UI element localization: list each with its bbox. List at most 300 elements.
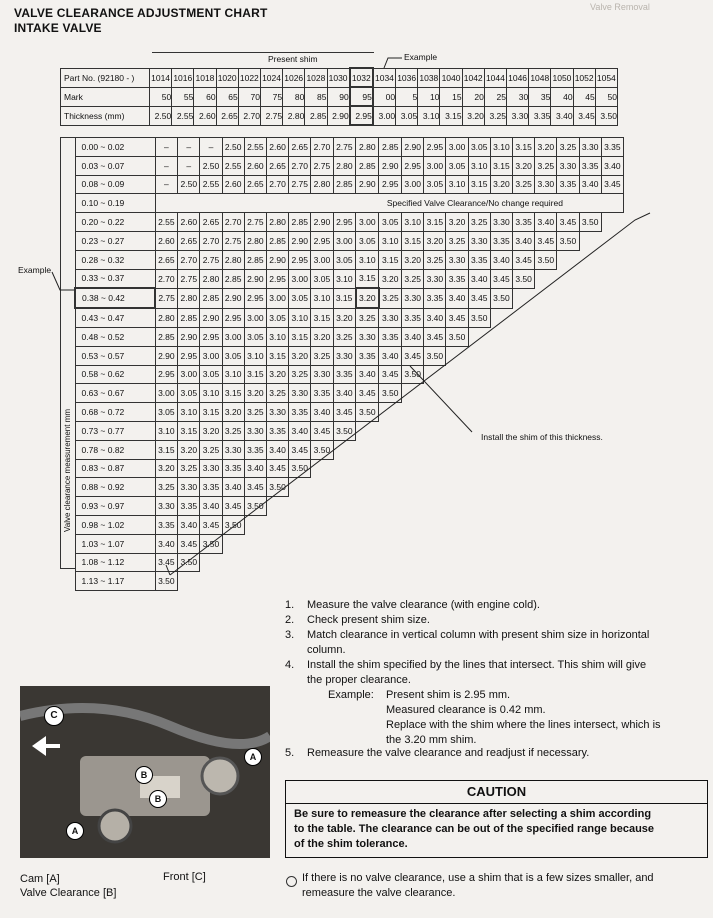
clearance-cell: 2.90 bbox=[200, 308, 222, 327]
clearance-cell: 3.45 bbox=[379, 365, 402, 384]
clearance-range: 0.20 ~ 0.22 bbox=[75, 213, 155, 232]
clearance-cell: 3.40 bbox=[155, 534, 178, 553]
clearance-cell: 3.15 bbox=[289, 327, 311, 346]
clearance-cell: 2.65 bbox=[244, 175, 266, 194]
clearance-cell: 3.45 bbox=[333, 403, 356, 422]
shim-cell: 1054 bbox=[595, 68, 617, 87]
clearance-cell: 3.10 bbox=[155, 421, 178, 440]
shim-cell: 2.65 bbox=[216, 106, 238, 125]
clearance-cell: 3.15 bbox=[490, 156, 512, 175]
spec-clearance-note: Specified Valve Clearance/No change required bbox=[155, 194, 623, 213]
shim-cell: 15 bbox=[440, 87, 462, 106]
step-number: 1. bbox=[285, 599, 295, 611]
clearance-range: 0.38 ~ 0.42 bbox=[75, 288, 155, 308]
clearance-cell: 3.15 bbox=[379, 250, 402, 269]
step-5-text: Remeasure the valve clearance and readjust if necessary. bbox=[307, 747, 590, 759]
clearance-cell: 3.25 bbox=[155, 478, 178, 497]
clearance-cell: 2.95 bbox=[289, 250, 311, 269]
clearance-cell: 3.15 bbox=[222, 384, 244, 403]
caution-line-1: Be sure to remeasure the clearance after selecting a shim according bbox=[294, 808, 652, 820]
clearance-cell: 2.95 bbox=[333, 213, 356, 232]
shim-cell: 25 bbox=[484, 87, 506, 106]
clearance-cell: 3.15 bbox=[311, 308, 333, 327]
clearance-cell: 2.85 bbox=[200, 288, 222, 308]
shim-row-mark bbox=[61, 87, 618, 106]
clearance-cell: 3.15 bbox=[424, 213, 446, 232]
clearance-cell: 3.05 bbox=[178, 384, 200, 403]
clearance-cell: 3.05 bbox=[379, 213, 402, 232]
shim-cell: 3.05 bbox=[396, 106, 418, 125]
clearance-cell: 2.55 bbox=[244, 138, 266, 157]
clearance-cell: 3.00 bbox=[356, 213, 379, 232]
clearance-cell: 2.85 bbox=[289, 213, 311, 232]
clearance-range: 0.98 ~ 1.02 bbox=[75, 515, 155, 534]
example-line-1: Present shim is 2.95 mm. bbox=[386, 689, 511, 701]
clearance-range: 0.63 ~ 0.67 bbox=[75, 384, 155, 403]
clearance-cell: 3.45 bbox=[222, 497, 244, 516]
steps-list bbox=[285, 598, 705, 688]
clearance-cell: 3.40 bbox=[579, 175, 601, 194]
clearance-cell: 3.30 bbox=[200, 459, 222, 478]
example-line-2: Measured clearance is 0.42 mm. bbox=[386, 704, 546, 716]
clearance-cell: 3.30 bbox=[579, 138, 601, 157]
clearance-cell: 3.25 bbox=[289, 365, 311, 384]
clearance-cell: 2.60 bbox=[244, 156, 266, 175]
clearance-cell: 3.15 bbox=[468, 175, 490, 194]
clearance-cell: 2.50 bbox=[200, 156, 222, 175]
clearance-cell: 3.30 bbox=[356, 327, 379, 346]
clearance-cell: 2.65 bbox=[200, 213, 222, 232]
clearance-cell: 3.50 bbox=[468, 308, 490, 327]
clearance-cell: 2.70 bbox=[289, 156, 311, 175]
clearance-cell: 3.40 bbox=[311, 403, 333, 422]
clearance-cell: 3.40 bbox=[601, 156, 623, 175]
clearance-cell: 2.85 bbox=[222, 269, 244, 288]
clearance-cell: 2.95 bbox=[178, 346, 200, 365]
clearance-cell: 3.10 bbox=[311, 288, 333, 308]
clearance-cell: 3.35 bbox=[513, 213, 535, 232]
clearance-cell: 3.20 bbox=[155, 459, 178, 478]
clearance-cell: 3.45 bbox=[311, 421, 333, 440]
clearance-cell: 2.95 bbox=[424, 138, 446, 157]
shim-cell: 50 bbox=[595, 87, 617, 106]
clearance-cell: 2.80 bbox=[178, 288, 200, 308]
shim-row-label: Part No. (92180 - ) bbox=[61, 68, 150, 87]
photo-label-c: C bbox=[44, 706, 64, 726]
clearance-cell: 2.70 bbox=[178, 250, 200, 269]
shim-cell: 45 bbox=[573, 87, 595, 106]
clearance-cell: 3.30 bbox=[222, 440, 244, 459]
clearance-cell: 3.05 bbox=[311, 269, 333, 288]
clearance-cell: 2.80 bbox=[222, 250, 244, 269]
clearance-cell: 3.25 bbox=[356, 308, 379, 327]
clearance-cell: 2.80 bbox=[200, 269, 222, 288]
clearance-range: 1.03 ~ 1.07 bbox=[75, 534, 155, 553]
clearance-cell: 2.55 bbox=[155, 213, 178, 232]
clearance-cell: 2.70 bbox=[266, 175, 288, 194]
clearance-cell: 3.50 bbox=[244, 497, 266, 516]
clearance-range: 0.08 ~ 0.09 bbox=[75, 175, 155, 194]
shim-cell: 5 bbox=[396, 87, 418, 106]
shim-row-label: Mark bbox=[61, 87, 150, 106]
caption-front: Front [C] bbox=[163, 871, 206, 883]
clearance-cell: 2.95 bbox=[266, 269, 288, 288]
clearance-cell: 3.25 bbox=[379, 288, 402, 308]
clearance-cell: 3.20 bbox=[200, 421, 222, 440]
clearance-cell: 2.85 bbox=[333, 175, 356, 194]
shim-cell: 1014 bbox=[150, 68, 172, 87]
clearance-cell: 3.45 bbox=[535, 231, 557, 250]
clearance-cell: 3.20 bbox=[311, 327, 333, 346]
clearance-cell: 2.85 bbox=[379, 138, 402, 157]
shim-cell: 2.50 bbox=[150, 106, 172, 125]
clearance-cell: 3.10 bbox=[379, 231, 402, 250]
clearance-cell: 3.45 bbox=[155, 553, 178, 572]
example-left-arrow bbox=[50, 270, 80, 292]
clearance-cell: 3.30 bbox=[446, 250, 468, 269]
clearance-cell: 3.20 bbox=[402, 250, 424, 269]
shim-cell: 80 bbox=[283, 87, 305, 106]
clearance-cell: 3.05 bbox=[424, 175, 446, 194]
shim-cell: 35 bbox=[529, 87, 551, 106]
clearance-cell: 3.30 bbox=[557, 156, 579, 175]
clearance-cell: 3.25 bbox=[333, 327, 356, 346]
step-number: 2. bbox=[285, 614, 295, 626]
clearance-cell: 2.65 bbox=[289, 138, 311, 157]
shim-cell: 55 bbox=[172, 87, 194, 106]
clearance-cell: 2.90 bbox=[356, 175, 379, 194]
clearance-cell: 2.80 bbox=[266, 213, 288, 232]
clearance-cell: 3.50 bbox=[155, 572, 178, 591]
shim-cell: 1048 bbox=[529, 68, 551, 87]
clearance-cell: 3.25 bbox=[266, 384, 288, 403]
clearance-cell: 3.30 bbox=[289, 384, 311, 403]
clearance-cell: 2.60 bbox=[266, 138, 288, 157]
clearance-cell: 3.40 bbox=[244, 459, 266, 478]
clearance-cell: 3.05 bbox=[446, 156, 468, 175]
clearance-cell: 2.75 bbox=[289, 175, 311, 194]
clearance-cell: 2.90 bbox=[244, 269, 266, 288]
shim-cell: 3.00 bbox=[373, 106, 396, 125]
clearance-cell: 3.05 bbox=[266, 308, 288, 327]
shim-cell: 1016 bbox=[172, 68, 194, 87]
clearance-cell: 3.30 bbox=[379, 308, 402, 327]
clearance-cell: 3.35 bbox=[579, 156, 601, 175]
clearance-cell: 3.25 bbox=[557, 138, 579, 157]
clearance-cell: 3.00 bbox=[244, 308, 266, 327]
clearance-cell: 3.15 bbox=[356, 269, 379, 288]
clearance-cell: 3.50 bbox=[579, 213, 601, 232]
clearance-cell: 3.45 bbox=[402, 346, 424, 365]
install-pointer bbox=[400, 360, 480, 440]
shim-cell: 50 bbox=[150, 87, 172, 106]
clearance-range: 1.13 ~ 1.17 bbox=[75, 572, 155, 591]
clearance-cell: 3.35 bbox=[333, 365, 356, 384]
clearance-cell: 3.10 bbox=[266, 327, 288, 346]
clearance-cell: 3.35 bbox=[244, 440, 266, 459]
present-shim-bracket bbox=[152, 52, 374, 67]
clearance-cell: 3.15 bbox=[244, 365, 266, 384]
clearance-cell: 2.55 bbox=[200, 175, 222, 194]
step-text: Match clearance in vertical column with present shim size in horizontal bbox=[307, 629, 650, 641]
clearance-cell: 2.65 bbox=[155, 250, 178, 269]
clearance-cell: 3.35 bbox=[178, 497, 200, 516]
clearance-cell: 3.45 bbox=[289, 440, 311, 459]
clearance-cell: 3.00 bbox=[155, 384, 178, 403]
clearance-cell: 2.95 bbox=[222, 308, 244, 327]
page-subtitle: INTAKE VALVE bbox=[14, 21, 102, 35]
clearance-cell: 3.35 bbox=[356, 346, 379, 365]
clearance-cell: 3.50 bbox=[333, 421, 356, 440]
step-text: Install the shim specified by the lines that intersect. This shim will give bbox=[307, 659, 647, 671]
clearance-cell: 3.05 bbox=[222, 346, 244, 365]
clearance-cell: 3.50 bbox=[311, 440, 333, 459]
clearance-cell: – bbox=[155, 175, 178, 194]
shim-cell: 00 bbox=[373, 87, 396, 106]
clearance-cell: 3.35 bbox=[468, 250, 490, 269]
clearance-cell: 3.05 bbox=[356, 231, 379, 250]
clearance-cell: 2.70 bbox=[222, 213, 244, 232]
clearance-cell: 2.95 bbox=[311, 231, 333, 250]
shim-cell: 30 bbox=[507, 87, 529, 106]
shim-cell: 2.85 bbox=[305, 106, 327, 125]
clearance-cell: 3.35 bbox=[557, 175, 579, 194]
clearance-cell: 3.10 bbox=[333, 269, 356, 288]
clearance-cell: 3.35 bbox=[601, 138, 623, 157]
clearance-cell: 3.45 bbox=[513, 250, 535, 269]
clearance-cell: 2.85 bbox=[356, 156, 379, 175]
clearance-cell: 2.90 bbox=[178, 327, 200, 346]
clearance-cell: 2.85 bbox=[178, 308, 200, 327]
step-item bbox=[285, 613, 705, 628]
step-item bbox=[285, 658, 705, 673]
clearance-cell: 2.70 bbox=[155, 269, 178, 288]
clearance-cell: 2.90 bbox=[289, 231, 311, 250]
shim-cell: 3.15 bbox=[440, 106, 462, 125]
clearance-cell: 3.40 bbox=[446, 288, 468, 308]
clearance-cell: 3.25 bbox=[222, 421, 244, 440]
shim-cell: 1046 bbox=[507, 68, 529, 87]
clearance-cell: 2.95 bbox=[244, 288, 266, 308]
clearance-cell: 2.75 bbox=[311, 156, 333, 175]
shim-table bbox=[60, 67, 618, 126]
clearance-cell: 3.30 bbox=[468, 231, 490, 250]
clearance-cell: 3.25 bbox=[424, 250, 446, 269]
shim-cell: 1050 bbox=[551, 68, 573, 87]
shim-cell: 1020 bbox=[216, 68, 238, 87]
clearance-cell: 3.05 bbox=[333, 250, 356, 269]
clearance-cell: 3.20 bbox=[289, 346, 311, 365]
clearance-cell: 3.50 bbox=[222, 515, 244, 534]
clearance-cell: 3.50 bbox=[535, 250, 557, 269]
shim-cell: 2.90 bbox=[327, 106, 350, 125]
clearance-cell: 3.00 bbox=[178, 365, 200, 384]
caption-valve: Valve Clearance [B] bbox=[20, 887, 117, 899]
clearance-cell: 2.65 bbox=[266, 156, 288, 175]
clearance-range: 1.08 ~ 1.12 bbox=[75, 553, 155, 572]
clearance-cell: 3.50 bbox=[424, 346, 446, 365]
clearance-cell: 3.50 bbox=[557, 231, 579, 250]
clearance-range: 0.88 ~ 0.92 bbox=[75, 478, 155, 497]
clearance-cell: 3.45 bbox=[424, 327, 446, 346]
clearance-cell: 3.30 bbox=[424, 269, 446, 288]
clearance-cell: 3.20 bbox=[356, 288, 379, 308]
clearance-cell: 3.50 bbox=[356, 403, 379, 422]
clearance-cell: 3.45 bbox=[356, 384, 379, 403]
clearance-cell: 3.40 bbox=[333, 384, 356, 403]
clearance-cell: 3.10 bbox=[222, 365, 244, 384]
clearance-cell: 2.85 bbox=[244, 250, 266, 269]
clearance-cell: 2.80 bbox=[356, 138, 379, 157]
clearance-cell: – bbox=[155, 138, 178, 157]
clearance-cell: 2.60 bbox=[222, 175, 244, 194]
shim-cell: 1038 bbox=[418, 68, 440, 87]
clearance-cell: 3.50 bbox=[490, 288, 512, 308]
clearance-cell: 2.75 bbox=[333, 138, 356, 157]
shim-cell: 2.55 bbox=[172, 106, 194, 125]
clearance-cell: 3.20 bbox=[244, 384, 266, 403]
step-5-number: 5. bbox=[285, 747, 295, 759]
clearance-cell: 3.30 bbox=[155, 497, 178, 516]
clearance-cell: 3.05 bbox=[155, 403, 178, 422]
clearance-cell: 3.25 bbox=[200, 440, 222, 459]
clearance-cell: 3.20 bbox=[446, 213, 468, 232]
clearance-cell: 3.40 bbox=[222, 478, 244, 497]
clearance-cell: 2.65 bbox=[178, 231, 200, 250]
clearance-cell: 3.10 bbox=[490, 138, 512, 157]
clearance-cell: 3.50 bbox=[289, 459, 311, 478]
clearance-cell: 3.20 bbox=[222, 403, 244, 422]
clearance-cell: 3.00 bbox=[222, 327, 244, 346]
clearance-cell: 3.25 bbox=[244, 403, 266, 422]
example-line-4: the 3.20 mm shim. bbox=[386, 734, 477, 746]
shim-cell: 20 bbox=[462, 87, 484, 106]
clearance-range: 0.48 ~ 0.52 bbox=[75, 327, 155, 346]
clearance-cell: 3.05 bbox=[289, 288, 311, 308]
clearance-cell: 3.40 bbox=[513, 231, 535, 250]
clearance-cell: 3.00 bbox=[402, 175, 424, 194]
step-item bbox=[285, 673, 705, 688]
shim-cell: 2.95 bbox=[350, 106, 373, 125]
clearance-cell: 3.30 bbox=[266, 403, 288, 422]
clearance-cell: 3.45 bbox=[200, 515, 222, 534]
example-line-3: Replace with the shim where the lines intersect, which is bbox=[386, 719, 661, 731]
step-item bbox=[285, 628, 705, 643]
clearance-cell: 3.50 bbox=[200, 534, 222, 553]
example-block bbox=[328, 688, 708, 752]
clearance-cell: 3.20 bbox=[178, 440, 200, 459]
shim-row-label: Thickness (mm) bbox=[61, 106, 150, 125]
shim-cell: 1044 bbox=[484, 68, 506, 87]
clearance-cell: 3.40 bbox=[490, 250, 512, 269]
clearance-cell: 3.30 bbox=[178, 478, 200, 497]
clearance-cell: 2.75 bbox=[155, 288, 178, 308]
clearance-range: 0.23 ~ 0.27 bbox=[75, 231, 155, 250]
shim-cell: 1040 bbox=[440, 68, 462, 87]
clearance-cell: 2.60 bbox=[178, 213, 200, 232]
clearance-cell: 3.25 bbox=[402, 269, 424, 288]
clearance-range: 0.73 ~ 0.77 bbox=[75, 421, 155, 440]
clearance-cell: 3.45 bbox=[178, 534, 200, 553]
clearance-cell: 3.10 bbox=[446, 175, 468, 194]
clearance-cell: 3.15 bbox=[513, 138, 535, 157]
shim-cell: 90 bbox=[327, 87, 350, 106]
shim-cell: 1036 bbox=[396, 68, 418, 87]
clearance-cell: 3.00 bbox=[446, 138, 468, 157]
clearance-cell: 3.25 bbox=[468, 213, 490, 232]
clearance-range: 0.93 ~ 0.97 bbox=[75, 497, 155, 516]
clearance-cell: 3.40 bbox=[402, 327, 424, 346]
clearance-cell: 3.40 bbox=[266, 440, 288, 459]
clearance-cell: 3.20 bbox=[333, 308, 356, 327]
photo-label-a1: A bbox=[244, 748, 262, 766]
shim-cell: 1034 bbox=[373, 68, 396, 87]
clearance-cell: 3.35 bbox=[424, 288, 446, 308]
clearance-cell: 3.50 bbox=[446, 327, 468, 346]
clearance-cell: 2.80 bbox=[333, 156, 356, 175]
clearance-cell: 3.05 bbox=[200, 365, 222, 384]
clearance-cell: 2.75 bbox=[222, 231, 244, 250]
clearance-range: 0.58 ~ 0.62 bbox=[75, 365, 155, 384]
clearance-cell: 3.15 bbox=[266, 346, 288, 365]
caution-heading: CAUTION bbox=[286, 781, 707, 804]
clearance-cell: 3.40 bbox=[468, 269, 490, 288]
clearance-cell: 3.30 bbox=[402, 288, 424, 308]
clearance-cell: 3.10 bbox=[289, 308, 311, 327]
clearance-cell: 3.20 bbox=[379, 269, 402, 288]
clearance-cell: 3.00 bbox=[333, 231, 356, 250]
shim-cell: 3.10 bbox=[418, 106, 440, 125]
example-block-label: Example: bbox=[328, 689, 374, 701]
clearance-cell: 3.20 bbox=[535, 138, 557, 157]
photo-label-a2: A bbox=[66, 822, 84, 840]
clearance-cell: 3.35 bbox=[155, 515, 178, 534]
clearance-cell: 2.95 bbox=[402, 156, 424, 175]
shim-cell: 3.40 bbox=[551, 106, 573, 125]
clearance-range: 0.83 ~ 0.87 bbox=[75, 459, 155, 478]
clearance-cell: 3.10 bbox=[468, 156, 490, 175]
shim-cell: 3.25 bbox=[484, 106, 506, 125]
clearance-cell: 3.50 bbox=[266, 478, 288, 497]
shim-cell: 75 bbox=[260, 87, 282, 106]
clearance-cell: 3.00 bbox=[266, 288, 288, 308]
step-item bbox=[285, 598, 705, 613]
clearance-cell: 3.45 bbox=[266, 459, 288, 478]
shim-cell: 1026 bbox=[283, 68, 305, 87]
shim-cell: 3.35 bbox=[529, 106, 551, 125]
page-title: VALVE CLEARANCE ADJUSTMENT CHART bbox=[14, 6, 268, 20]
shim-cell: 2.60 bbox=[194, 106, 216, 125]
clearance-cell: 2.90 bbox=[311, 213, 333, 232]
clearance-cell: 3.35 bbox=[311, 384, 333, 403]
clearance-row bbox=[75, 175, 623, 194]
clearance-cell: 3.20 bbox=[266, 365, 288, 384]
example-left-label: Example bbox=[18, 265, 52, 275]
clearance-cell: – bbox=[178, 138, 200, 157]
clearance-cell: 3.35 bbox=[222, 459, 244, 478]
clearance-range: 0.03 ~ 0.07 bbox=[75, 156, 155, 175]
clearance-range: 0.53 ~ 0.57 bbox=[75, 346, 155, 365]
step-text: Measure the valve clearance (with engine cold). bbox=[307, 599, 540, 611]
clearance-cell: 3.00 bbox=[289, 269, 311, 288]
clearance-cell: 3.35 bbox=[402, 308, 424, 327]
clearance-cell: – bbox=[200, 138, 222, 157]
shim-cell: 1032 bbox=[350, 68, 373, 87]
shim-cell: 1024 bbox=[260, 68, 282, 87]
clearance-cell: 3.45 bbox=[557, 213, 579, 232]
clearance-cell: 3.45 bbox=[244, 478, 266, 497]
clearance-cell: 3.10 bbox=[244, 346, 266, 365]
